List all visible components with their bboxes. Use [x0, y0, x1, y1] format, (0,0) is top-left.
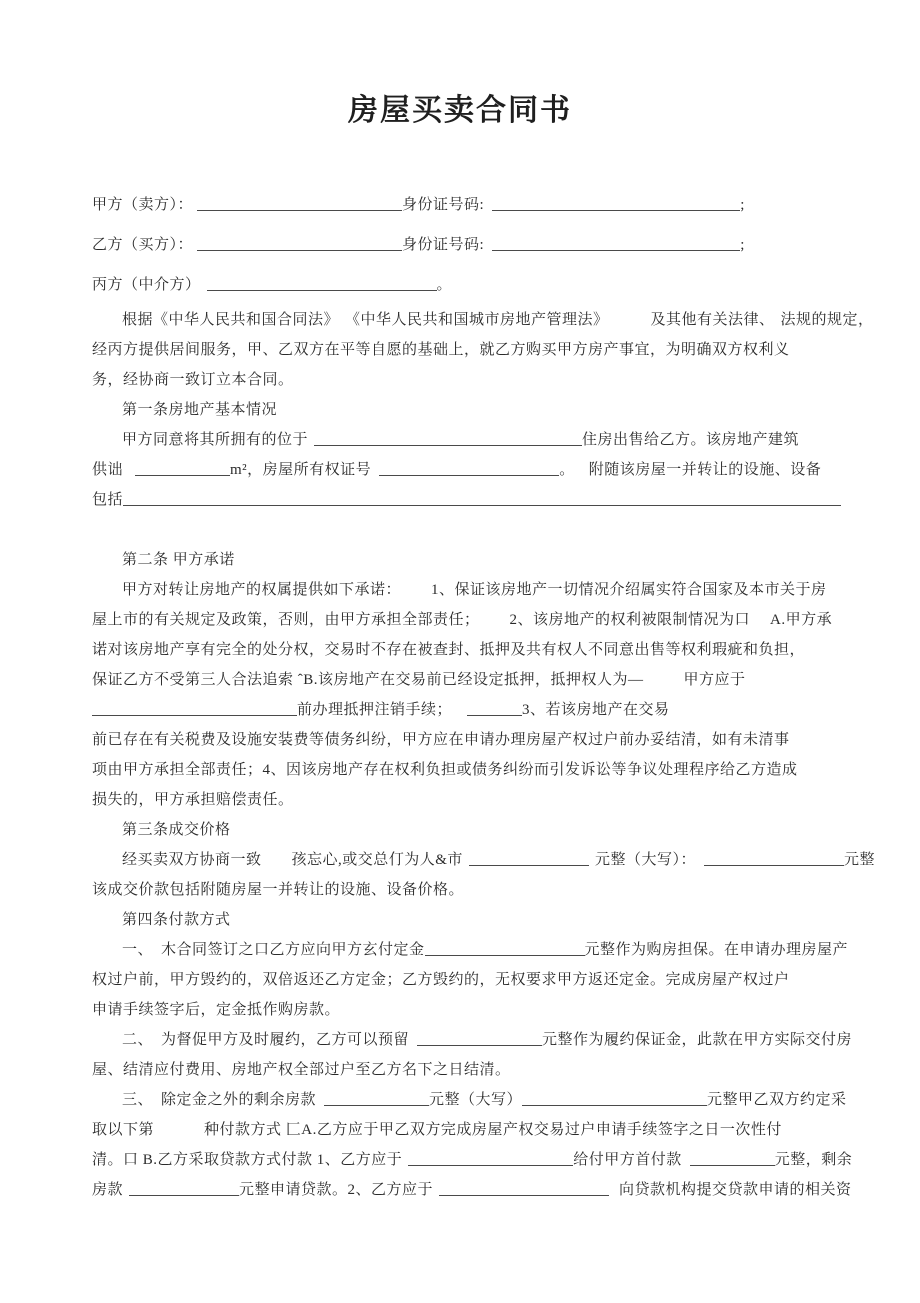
text-run: 元整，剩余 [774, 1152, 853, 1168]
text-run: 权过户前，甲方毁约的，双倍返还乙方定金；乙方毁约的，无权要求甲方返还定金。完成房屋产权过户 [92, 972, 790, 988]
text-run: 供诎 [92, 462, 124, 478]
text-run: 甲方对转让房地产的权属提供如下承诺： [122, 582, 402, 598]
section-1-line-1 [92, 425, 880, 455]
text-run: 给付甲方首付款 [573, 1152, 682, 1168]
text-run: 前已存在有关税费及设施安装费等债务纠纷，甲方应在申请办理房屋产权过户前办妥结清，如有未清事 [92, 732, 790, 748]
spacer [401, 593, 431, 594]
spacer [480, 623, 510, 624]
spacer [452, 713, 467, 714]
text-run: 二、 [122, 1032, 154, 1048]
section-2-line-6 [92, 725, 880, 755]
spacer [153, 1103, 161, 1104]
fill-in-blank [469, 853, 589, 866]
text-run: 身份证号码: [402, 197, 485, 213]
text-run: 元整（大写） [429, 1092, 523, 1108]
text-run: 元整作为购房担保。在申请办理房屋产 [584, 942, 849, 958]
text-run: 房款 [92, 1182, 124, 1198]
text-run: 元整甲乙双方约定采 [707, 1092, 847, 1108]
text-run: 元整（大写）： [594, 852, 696, 868]
fill-in-blank [690, 1153, 775, 1166]
party-b-line [92, 225, 880, 265]
text-run: 3、若该房地产在交易 [522, 702, 670, 718]
text-run: 2、该房地产的权利被限制情况为口 [509, 612, 751, 628]
section-4-line-1 [92, 935, 880, 965]
text-run: 经丙方提供居间服务，甲、乙双方在平等自愿的基础上，就乙方购买甲方房产事宜，为明确双方权利义 [92, 342, 790, 358]
text-run: 前办理抵押注销手续； [297, 702, 453, 718]
fill-in-blank [425, 943, 585, 956]
fill-in-blank [123, 493, 841, 506]
text-run: ; [740, 197, 745, 213]
text-run: 及其他有关法律、 [650, 312, 775, 328]
section-2-line-7 [92, 755, 880, 785]
fill-in-blank [492, 198, 740, 211]
spacer [484, 248, 492, 249]
text-run: 木合同签订之口乙方应向甲方玄付定金 [161, 942, 425, 958]
text-run: 根据《中华人民共和国合同法》 [122, 312, 340, 328]
text-run: 孩忘心,或交总仃为人&市 [291, 852, 463, 868]
fill-in-blank [467, 703, 522, 716]
text-run: m²，房屋所有权证号 [230, 462, 372, 478]
contract-title: 房屋买卖合同书 [348, 94, 572, 127]
section-1-line-3 [92, 485, 880, 515]
spacer [123, 473, 135, 474]
text-run: 《中华人民共和国城市房地产管理法》 [345, 312, 609, 328]
fill-in-blank [439, 1183, 609, 1196]
fill-in-blank [129, 1183, 239, 1196]
spacer [644, 683, 684, 684]
text-run: 住房出售给乙方。该房地产建筑 [582, 432, 800, 448]
spacer [682, 1163, 690, 1164]
section-4-line-5 [92, 1055, 880, 1085]
fill-in-blank [408, 1153, 573, 1166]
section-2-heading [92, 545, 880, 575]
text-run: ; [740, 237, 745, 253]
text-run: 。 [436, 277, 453, 293]
text-run: 取以下第 [92, 1122, 155, 1138]
fill-in-blank [314, 433, 582, 446]
spacer [484, 208, 492, 209]
fill-in-blank [324, 1093, 429, 1106]
text-run: 。 [559, 462, 575, 478]
section-3-line-2 [92, 875, 880, 905]
party-c-line [92, 265, 880, 305]
section-4-line-9 [92, 1175, 880, 1205]
section-4-heading [92, 905, 880, 935]
section-2-line-5 [92, 695, 880, 725]
section-4-line-4 [92, 1025, 880, 1055]
text-run: 乙方（买方）： [92, 237, 194, 253]
section-4-line-7 [92, 1115, 880, 1145]
preamble-line-1 [92, 305, 880, 335]
section-4-line-8 [92, 1145, 880, 1175]
section-3-line-1 [92, 845, 880, 875]
text-run: 元整申请贷款。2、乙方应于 [239, 1182, 434, 1198]
text-run: 甲方（卖方）： [92, 197, 194, 213]
text-run: 除定金之外的剩余房款 [161, 1092, 317, 1108]
text-run: 项由甲方承担全部责任；4、因该房地产存在权利负担或债务纠纷而引发诉讼等争议处理程序给乙方造成 [92, 762, 798, 778]
text-run: 第三条成交价格 [122, 822, 231, 838]
text-run: 屋、结清应付费用、房地产权全部过户至乙方名下之日结清。 [92, 1062, 511, 1078]
text-run: 法规的规定， [780, 312, 874, 328]
section-2-line-3 [92, 635, 880, 665]
spacer [750, 623, 770, 624]
text-run: 保证乙方不受第三人合法追索 ˆB.该房地产在交易前已经设定抵押，抵押权人为— [92, 672, 644, 688]
text-run: 包括 [92, 492, 124, 508]
spacer [316, 1103, 324, 1104]
spacer [371, 473, 379, 474]
fill-in-blank [135, 463, 230, 476]
fill-in-blank [379, 463, 559, 476]
fill-in-blank [207, 278, 437, 291]
text-run: 附随该房屋一并转让的设施、设备 [588, 462, 822, 478]
section-2-line-8 [92, 785, 880, 815]
text-run: 甲方应于 [683, 672, 746, 688]
spacer [262, 863, 292, 864]
section-4-line-6 [92, 1085, 880, 1115]
text-run: 元整作为履约保证金，此款在甲方实际交付房 [542, 1032, 853, 1048]
fill-in-blank [704, 853, 844, 866]
text-run: 第二条 甲方承诺 [122, 552, 235, 568]
text-run: 一、 [122, 942, 154, 958]
spacer [153, 953, 161, 954]
fill-in-blank [197, 198, 402, 211]
text-run: 经买卖双方协商一致 [122, 852, 262, 868]
text-run: 元整 [843, 852, 875, 868]
text-run: 种付款方式 匚A.乙方应于甲乙双方完成房屋产权交易过户申请手续签字之日一次性付 [204, 1122, 782, 1138]
text-run: 身份证号码: [402, 237, 485, 253]
section-1-line-2 [92, 455, 880, 485]
spacer [153, 1043, 161, 1044]
text-run: 清。口 B.乙方采取贷款方式付款 1、乙方应于 [92, 1152, 403, 1168]
text-run: 第一条房地产基本情况 [122, 402, 278, 418]
spacer [154, 1133, 204, 1134]
text-run: 三、 [122, 1092, 154, 1108]
party-a-line [92, 185, 880, 225]
text-run: 务，经协商一致订立本合同。 [92, 372, 294, 388]
text-run: 甲方同意将其所拥有的位于 [122, 432, 309, 448]
spacer [609, 1193, 619, 1194]
contract-body [0, 185, 920, 1205]
text-run: 第四条付款方式 [122, 912, 231, 928]
spacer [575, 473, 589, 474]
text-run: A.甲方承 [770, 612, 833, 628]
section-4-line-2 [92, 965, 880, 995]
fill-in-blank [522, 1093, 707, 1106]
text-run: 诺对该房地产享有完全的处分权，交易时不存在被查封、抵押及共有权人不同意出售等权利瑕疵和负担， [92, 642, 806, 658]
section-3-heading [92, 815, 880, 845]
text-run: 屋上市的有关规定及政策，否则，由甲方承担全部责任； [92, 612, 480, 628]
fill-in-blank [197, 238, 402, 251]
preamble-line-2 [92, 335, 880, 365]
text-run: 丙方（中介方） [92, 277, 201, 293]
text-run: 申请手续签字后，定金抵作购房款。 [92, 1002, 341, 1018]
fill-in-blank [492, 238, 740, 251]
fill-in-blank [417, 1033, 542, 1046]
section-2-line-1 [92, 575, 880, 605]
section-2-line-4 [92, 665, 880, 695]
spacer [609, 323, 651, 324]
section-4-line-3 [92, 995, 880, 1025]
fill-in-blank [92, 703, 297, 716]
text-run: 为督促甲方及时履约，乙方可以预留 [161, 1032, 410, 1048]
section-2-line-2 [92, 605, 880, 635]
text-run: 该成交价款包括附随房屋一并转让的设施、设备价格。 [92, 882, 465, 898]
preamble-line-3 [92, 365, 880, 395]
text-run: 1、保证该房地产一切情况介绍属实符合国家及本市关于房 [431, 582, 827, 598]
spacer [696, 863, 704, 864]
section-1-heading [92, 395, 880, 425]
spacer [409, 1043, 417, 1044]
text-run: 向贷款机构提交贷款申请的相关资 [619, 1182, 852, 1198]
text-run: 损失的，甲方承担赔偿责任。 [92, 792, 294, 808]
